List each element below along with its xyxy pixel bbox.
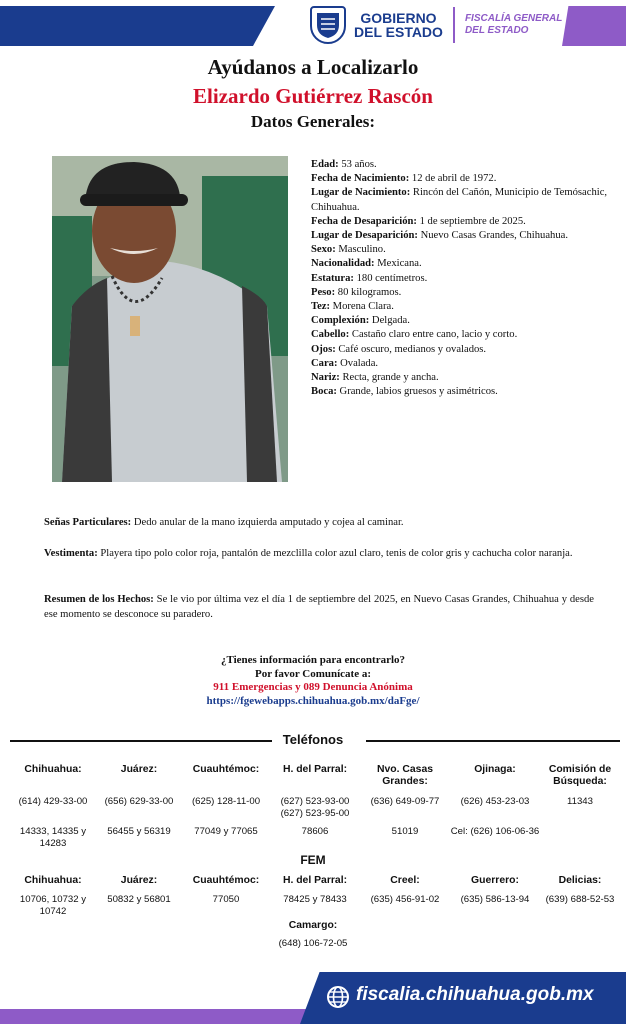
missing-person-name: Elizardo Gutiérrez Rascón	[193, 84, 433, 108]
header-blue-band	[0, 6, 275, 46]
phone-number-cell: 78606	[301, 826, 329, 837]
phone-location-label: Ojinaga:	[474, 764, 516, 775]
fem-title: FEM	[300, 853, 326, 867]
detail-label: Sexo:	[311, 244, 336, 256]
phone-location-label: Cuauhtémoc:	[192, 875, 260, 886]
phone-number-cell: 56455 y 56319	[107, 826, 171, 837]
detail-row	[311, 357, 611, 371]
resumen-label: Resumen de los Hechos:	[44, 594, 154, 605]
detail-label: Lugar de Nacimiento:	[311, 187, 411, 199]
gob-line2: DEL ESTADO	[354, 24, 443, 40]
detail-row	[311, 385, 611, 399]
phone-number-cell: (639) 688-52-53	[545, 894, 615, 905]
section-subtitle: Datos Generales:	[250, 112, 376, 131]
phone-number-cell: (656) 629-33-00	[104, 796, 174, 807]
fiscalia-wordmark	[465, 13, 562, 37]
detail-row	[311, 158, 611, 172]
detail-row	[311, 328, 611, 342]
gobierno-wordmark	[354, 11, 443, 39]
globe-icon	[326, 985, 350, 1009]
detail-row	[311, 186, 611, 214]
detail-label: Boca:	[311, 386, 337, 398]
detail-row	[311, 314, 611, 328]
fem-row	[10, 894, 620, 918]
detail-label: Nariz:	[311, 372, 340, 384]
contact-block	[0, 654, 626, 708]
phone-number-cell: (635) 456-91-02	[370, 894, 440, 905]
shield-icon	[310, 6, 346, 44]
phone-number-cell: (635) 586-13-94	[460, 894, 530, 905]
senas-label: Señas Particulares:	[44, 517, 132, 528]
resumen-value: Se le vio por última vez el día 1 de septiembre del 2025, en Nuevo Casas Grandes, Chihuahua y desde ese momento se desconoce su paradero.	[44, 594, 595, 620]
phone-number-cell: (625) 128-11-00	[191, 796, 261, 807]
detail-row	[311, 300, 611, 314]
detail-label: Peso:	[311, 286, 336, 298]
detail-row	[311, 272, 611, 286]
phone-location-label: Juárez:	[120, 764, 158, 775]
contact-question: ¿Tienes información para encontrarlo?	[220, 654, 406, 666]
phone-number-cell: 10706, 10732 y 10742	[19, 894, 87, 917]
phone-number-cell: 50832 y 56801	[107, 894, 171, 905]
detail-label: Ojos:	[311, 343, 336, 355]
clothing	[44, 546, 594, 561]
tel-row-2	[10, 826, 620, 850]
phone-number-cell: (626) 453-23-03	[460, 796, 530, 807]
detail-value: Masculino.	[335, 244, 386, 256]
gob-line1: GOBIERNO	[360, 10, 437, 26]
detail-value: Nuevo Casas Grandes, Chihuahua.	[417, 230, 568, 242]
phone-location-label: Juárez:	[120, 875, 158, 886]
government-logo	[310, 6, 562, 44]
detail-row	[311, 172, 611, 186]
detail-label: Cabello:	[311, 329, 350, 341]
camargo-label: Camargo:	[288, 920, 338, 931]
detail-row	[311, 343, 611, 357]
phone-location-label: Creel:	[390, 875, 420, 886]
detail-row	[311, 286, 611, 300]
phone-number-cell: (636) 649-09-77	[370, 796, 440, 807]
detail-row	[311, 371, 611, 385]
contact-please: Por favor Comunícate a:	[255, 667, 371, 680]
detail-row	[311, 243, 611, 257]
phone-location-label: Guerrero:	[471, 875, 519, 886]
tel-row-1	[10, 796, 620, 820]
phone-number-cell: 77050	[212, 894, 240, 905]
detail-value: Delgada.	[369, 315, 410, 327]
phone-number-cell	[540, 826, 620, 850]
detail-value: 1 de septiembre de 2025.	[416, 215, 526, 227]
detail-value: 12 de abril de 1972.	[409, 173, 497, 185]
summary-of-facts	[44, 592, 594, 622]
page-title: Ayúdanos a Localizarlo	[207, 55, 419, 79]
senas-value: Dedo anular de la mano izquierda amputado y cojea al caminar.	[131, 517, 404, 528]
phone-location-label: Chihuahua:	[24, 875, 82, 886]
detail-label: Nacionalidad:	[311, 258, 375, 270]
detail-label: Edad:	[311, 159, 339, 170]
detail-value: 53 años.	[338, 159, 377, 170]
phone-number-cell: 14333, 14335 y 14283	[19, 826, 87, 849]
footer-purple-band	[0, 1009, 310, 1024]
detail-value: 80 kilogramos.	[335, 286, 402, 298]
emergency-numbers: 911 Emergencias y 089 Denuncia Anónima	[213, 681, 413, 693]
detail-label: Fecha de Desaparición:	[311, 215, 417, 227]
telefonos-title: Teléfonos	[282, 732, 344, 747]
phone-number-cell: (627) 523-93-00 (627) 523-95-00	[280, 796, 350, 819]
phone-location-label: Nvo. Casas Grandes:	[376, 764, 434, 787]
vestimenta-value: Playera tipo polo color roja, pantalón de mezclilla color azul claro, tenis de color gris y cachucha color naranja.	[97, 548, 573, 559]
detail-value: Café oscuro, medianos y ovalados.	[335, 343, 487, 355]
detail-value: 180 centímetros.	[353, 272, 428, 284]
general-data-list	[311, 158, 611, 399]
phone-number-cell: (614) 429-33-00	[18, 796, 88, 807]
phone-location-label: Chihuahua:	[24, 764, 82, 775]
detail-row	[311, 257, 611, 271]
phone-location-label: Delicias:	[558, 875, 602, 886]
detail-label: Cara:	[311, 357, 338, 369]
detail-label: Lugar de Desaparición:	[311, 230, 418, 242]
phone-location-label: H. del Parral:	[282, 875, 348, 886]
header-purple-band	[562, 6, 626, 46]
detail-value: Rincón del Cañón, Municipio de Temósachic, Chihuahua.	[311, 187, 608, 213]
detail-label: Fecha de Nacimiento:	[311, 173, 410, 185]
phone-number-cell: Cel: (626) 106-06-36	[450, 826, 540, 837]
detail-value: Morena Clara.	[330, 301, 394, 313]
vestimenta-label: Vestimenta:	[44, 548, 98, 559]
phone-location-label: Cuauhtémoc:	[192, 764, 260, 775]
footer-website[interactable]: fiscalia.chihuahua.gob.mx	[356, 984, 594, 1005]
detail-row	[311, 229, 611, 243]
phone-number-cell: 78425 y 78433	[283, 894, 347, 905]
phone-location-label: Comisión de Búsqueda:	[548, 764, 612, 787]
phone-number-cell: 51019	[391, 826, 419, 837]
detail-value: Castaño claro entre cano, lacio y corto.	[349, 329, 518, 341]
detail-row	[311, 215, 611, 229]
distinguishing-marks	[44, 515, 594, 530]
fisc-line2: DEL ESTADO	[464, 25, 529, 36]
phone-number-cell: 77049 y 77065	[194, 826, 258, 837]
detail-value: Mexicana.	[374, 258, 422, 270]
phone-number-cell: 11343	[567, 796, 593, 807]
detail-value: Grande, labios gruesos y asimétricos.	[336, 386, 498, 398]
report-link[interactable]: https://fgewebapps.chihuahua.gob.mx/daFge/	[206, 694, 420, 707]
detail-value: Ovalada.	[337, 357, 379, 369]
detail-value: Recta, grande y ancha.	[339, 372, 439, 384]
logo-divider	[453, 7, 455, 43]
phone-location-label: H. del Parral:	[282, 764, 348, 775]
detail-label: Estatura:	[311, 272, 354, 284]
fisc-line1: FISCALÍA GENERAL	[464, 13, 563, 24]
detail-label: Complexión:	[311, 315, 370, 327]
fem-headers-row	[10, 875, 620, 887]
camargo-value: (648) 106-72-05	[278, 938, 348, 949]
person-photo	[52, 156, 288, 482]
tel-headers-row	[10, 764, 620, 788]
detail-label: Tez:	[311, 301, 331, 313]
